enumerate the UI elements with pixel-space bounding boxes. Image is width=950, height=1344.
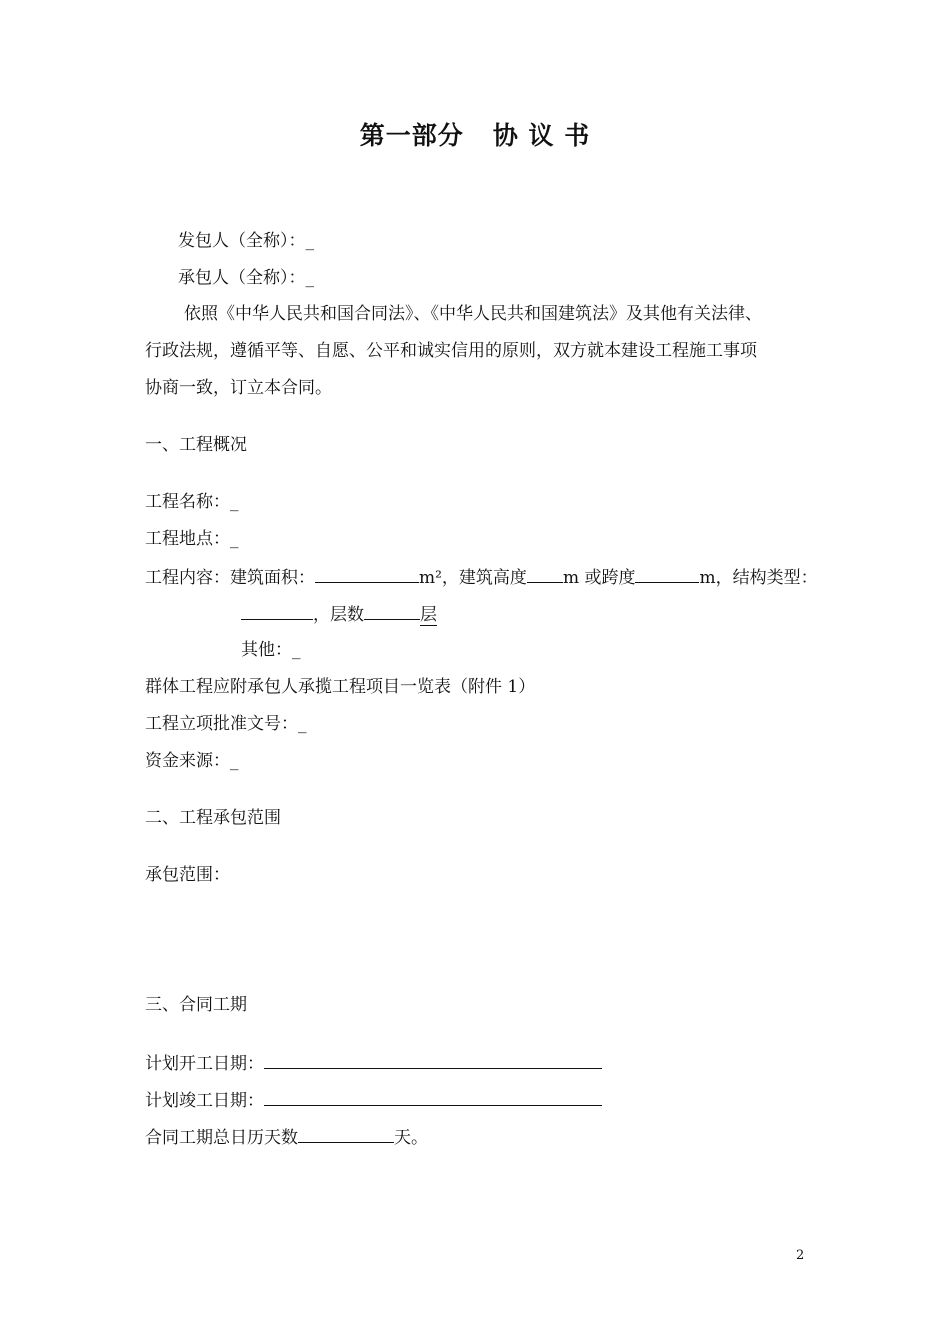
span-unit: m，结构类型： <box>699 568 818 588</box>
contractor-line: 承包人（全称）：_ <box>178 268 314 288</box>
funding-source-line: 资金来源：_ <box>145 751 239 771</box>
span-blank <box>635 565 699 583</box>
project-content-line <box>145 565 818 589</box>
finish-date-label: 计划竣工日期： <box>145 1091 264 1111</box>
area-blank <box>315 565 419 583</box>
section-1-heading: 一、工程概况 <box>145 435 247 455</box>
page-title: 第一部分 协 议 书 <box>359 121 591 150</box>
start-date-line <box>145 1051 602 1075</box>
structure-floors-line <box>241 602 437 626</box>
intro-line-2: 行政法规，遵循平等、自愿、公平和诚实信用的原则，双方就本建设工程施工事项 <box>145 341 757 361</box>
structure-type-blank <box>241 602 313 620</box>
total-days-suffix: 天。 <box>394 1128 428 1148</box>
area-unit: m²，建筑高度 <box>419 568 527 588</box>
project-name-line: 工程名称：_ <box>145 492 239 512</box>
floors-blank <box>364 602 420 620</box>
intro-line-1: 依照《中华人民共和国合同法》、《中华人民共和国建筑法》及其他有关法律、 <box>184 304 762 324</box>
finish-date-line <box>145 1088 602 1112</box>
finish-date-blank <box>264 1088 602 1106</box>
approval-number-line: 工程立项批准文号：_ <box>145 714 307 734</box>
start-date-blank <box>264 1051 602 1069</box>
start-date-label: 计划开工日期： <box>145 1054 264 1074</box>
height-unit: m 或跨度 <box>562 568 636 588</box>
floors-label: ，层数 <box>313 605 364 625</box>
page-number: 2 <box>796 1248 805 1263</box>
group-note-line: 群体工程应附承包人承揽工程项目一览表（附件 1） <box>145 677 536 697</box>
total-days-label: 合同工期总日历天数 <box>145 1128 298 1148</box>
content-prefix: 工程内容：建筑面积： <box>145 568 315 588</box>
section-2-heading: 二、工程承包范围 <box>145 808 281 828</box>
project-location-line: 工程地点：_ <box>145 529 239 549</box>
total-days-line <box>145 1125 428 1149</box>
employer-line: 发包人（全称）：_ <box>178 231 314 251</box>
height-blank <box>527 565 563 583</box>
other-line: 其他：_ <box>241 640 301 660</box>
floors-unit: 层 <box>420 605 437 625</box>
total-days-blank <box>298 1125 394 1143</box>
section-3-heading: 三、合同工期 <box>145 995 247 1015</box>
intro-line-3: 协商一致，订立本合同。 <box>145 378 332 398</box>
scope-line: 承包范围： <box>145 865 230 885</box>
